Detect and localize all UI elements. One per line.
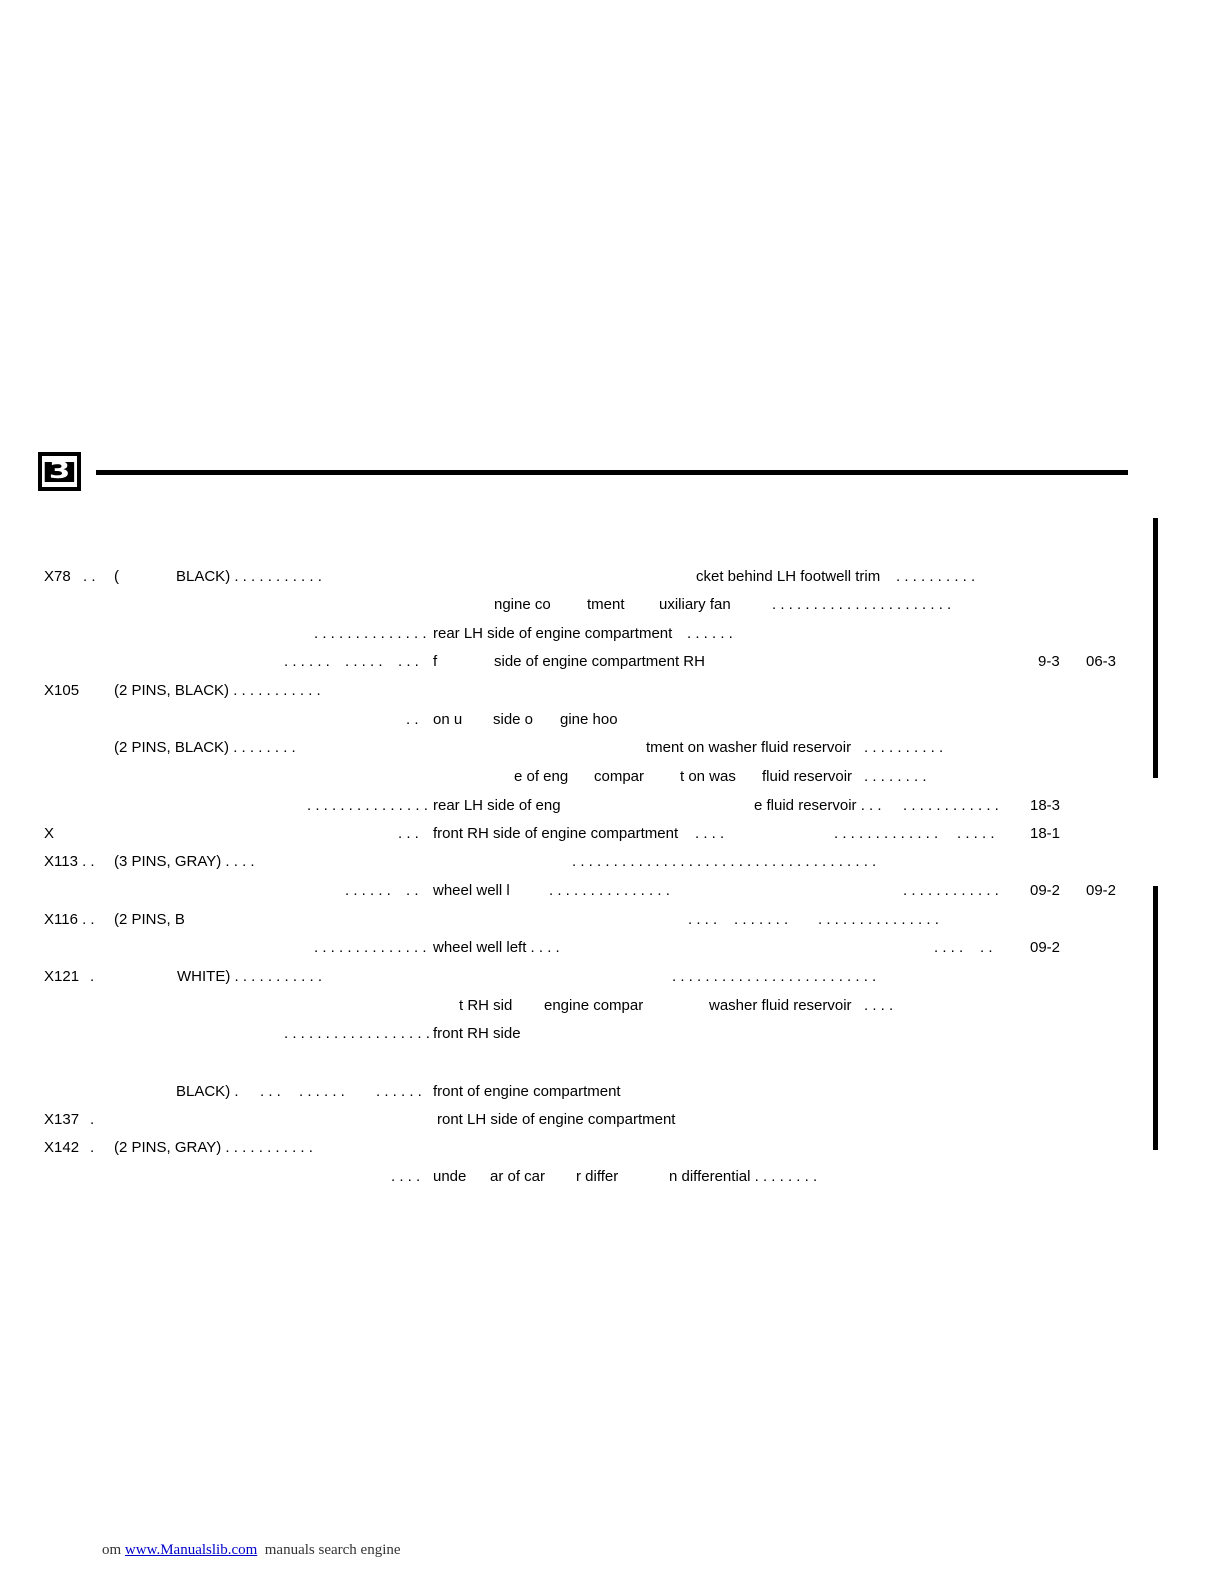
location-text: compar <box>594 768 645 785</box>
table-row <box>0 1110 1224 1130</box>
location-text: rear LH side of eng <box>433 797 561 814</box>
header-rule <box>96 470 1128 475</box>
page-ref: 09-2 <box>1030 882 1061 899</box>
leader-dots: . . . . . . . . . . . . . . . . . . . . . . <box>772 596 952 613</box>
table-row <box>0 624 1224 644</box>
connector-description: (2 PINS, BLACK) . . . . . . . . <box>114 739 296 756</box>
location-text: ar of car <box>490 1168 546 1185</box>
section-number: 3 <box>45 462 75 482</box>
table-row <box>0 567 1224 587</box>
leader-dots: . . . . <box>695 825 725 842</box>
table-row <box>0 767 1224 787</box>
table-row <box>0 710 1224 730</box>
table-row <box>0 967 1224 987</box>
table-row <box>0 824 1224 844</box>
leader-dots: . . . . . . . . . . . . . . . <box>818 911 939 928</box>
location-text: wheel well left . . . . <box>433 939 560 956</box>
connector-id: X78 <box>44 568 71 585</box>
leader-dots: . . . . . . . . . . . . . . . <box>307 797 428 814</box>
location-text: uxiliary fan <box>659 596 731 613</box>
leader-dots: . . . <box>398 653 419 670</box>
leader-dots: . . <box>980 939 993 956</box>
connector-id: X113 . . <box>44 853 95 870</box>
leader-dots: . . . . <box>934 939 964 956</box>
leader-dots: . . . . . . . . . . . . . . <box>314 625 427 642</box>
leader-dots: . . . . . . . . . . . . . . <box>314 939 427 956</box>
table-row <box>0 595 1224 615</box>
location-text: tment <box>587 596 625 613</box>
connector-description: (2 PINS, B <box>114 911 185 928</box>
location-text: wheel well l <box>433 882 510 899</box>
location-text: e fluid reservoir . . . <box>754 797 882 814</box>
leader-dots: . . . . . . . . . . . . . . . . . . . . . . . . . <box>672 968 877 985</box>
leader-dots: . . . . . . . <box>734 911 789 928</box>
leader-dots: . . <box>406 711 419 728</box>
leader-dots: . . . . <box>864 997 894 1014</box>
table-row <box>0 1167 1224 1187</box>
table-row <box>0 796 1224 816</box>
location-text: tment on washer fluid reservoir <box>646 739 852 756</box>
leader-dots: . . . . <box>391 1168 421 1185</box>
leader-dots: . . . <box>398 825 419 842</box>
leader-dots: . . . . . <box>957 825 995 842</box>
table-row <box>0 1082 1224 1102</box>
location-text: rear LH side of engine compartment <box>433 625 673 642</box>
leader-dots: . . . . . . . . . . . . <box>903 797 999 814</box>
location-text: f <box>433 653 438 670</box>
location-text: fluid reservoir <box>762 768 853 785</box>
page-ref: 09-2 <box>1030 939 1061 956</box>
connector-id: X121 <box>44 968 80 985</box>
table-row <box>0 910 1224 930</box>
table-row <box>0 881 1224 901</box>
leader-dots: . . . . . . . . . . <box>864 739 944 756</box>
location-text: front RH side <box>433 1025 521 1042</box>
leader-dots: . <box>90 968 95 985</box>
page-ref: 9-3 <box>1038 653 1060 670</box>
connector-id: X105 <box>44 682 80 699</box>
location-text: unde <box>433 1168 467 1185</box>
table-row <box>0 652 1224 672</box>
leader-dots: . . . <box>260 1083 281 1100</box>
table-row <box>0 852 1224 872</box>
leader-dots: . . . . . . . . . . <box>896 568 976 585</box>
connector-description: (2 PINS, BLACK) . . . . . . . . . . . <box>114 682 321 699</box>
connector-description: (2 PINS, GRAY) . . . . . . . . . . . <box>114 1139 313 1156</box>
leader-dots: . <box>90 1139 95 1156</box>
page-ref: 06-3 <box>1086 653 1117 670</box>
footer-prefix: om <box>102 1542 122 1558</box>
leader-dots: . . . . . . <box>299 1083 345 1100</box>
leader-dots: . . . . . . <box>284 653 330 670</box>
location-text: side of engine compartment RH <box>494 653 705 670</box>
table-row <box>0 738 1224 758</box>
location-text: side o <box>493 711 534 728</box>
location-text: gine hoo <box>560 711 618 728</box>
location-text: cket behind LH footwell trim <box>696 568 881 585</box>
leader-dots: . . . . . . <box>345 882 391 899</box>
table-row <box>0 938 1224 958</box>
footer-watermark <box>102 1542 401 1559</box>
location-text: on u <box>433 711 463 728</box>
manualslib-link[interactable]: www.Manualslib.com <box>124 1542 258 1558</box>
connector-description: BLACK) . <box>176 1083 239 1100</box>
leader-dots: . . <box>406 882 419 899</box>
connector-description: (3 PINS, GRAY) . . . . <box>114 853 255 870</box>
leader-dots: . <box>90 1111 95 1128</box>
leader-dots: . . . . <box>688 911 718 928</box>
leader-dots: . . <box>83 568 96 585</box>
location-text: front of engine compartment <box>433 1083 621 1100</box>
connector-id: X137 <box>44 1111 80 1128</box>
location-text: ngine co <box>494 596 551 613</box>
location-text: r differ <box>576 1168 619 1185</box>
leader-dots: . . . . . . <box>376 1083 422 1100</box>
connector-id: X <box>44 825 55 842</box>
leader-dots: . . . . . . . . <box>864 768 927 785</box>
location-text: t on was <box>680 768 736 785</box>
location-text: n differential . . . . . . . . <box>669 1168 818 1185</box>
leader-dots: . . . . . . . . . . . . . <box>834 825 939 842</box>
table-row <box>0 1138 1224 1158</box>
connector-description: ( <box>114 568 119 585</box>
leader-dots: . . . . . . <box>687 625 733 642</box>
leader-dots: . . . . . . . . . . . . . . . <box>549 882 670 899</box>
leader-dots: . . . . . . . . . . . . <box>903 882 999 899</box>
connector-id: X142 <box>44 1139 80 1156</box>
section-number-badge <box>38 452 81 491</box>
connector-description: WHITE) . . . . . . . . . . . <box>177 968 323 985</box>
location-text: e of eng <box>514 768 569 785</box>
location-text: ront LH side of engine compartment <box>437 1111 676 1128</box>
page-ref: 18-3 <box>1030 797 1061 814</box>
location-text: washer fluid reservoir <box>709 997 852 1014</box>
connector-id: X116 . . <box>44 911 95 928</box>
location-text: engine compar <box>544 997 644 1014</box>
page-ref: 09-2 <box>1086 882 1117 899</box>
location-text: front RH side of engine compartment <box>433 825 679 842</box>
table-row <box>0 681 1224 701</box>
connector-description: BLACK) . . . . . . . . . . . <box>176 568 322 585</box>
leader-dots: . . . . . <box>345 653 383 670</box>
location-text: t RH sid <box>459 997 513 1014</box>
footer-suffix: manuals search engine <box>264 1542 401 1558</box>
page-ref: 18-1 <box>1030 825 1061 842</box>
leader-dots: . . . . . . . . . . . . . . . . . . <box>284 1025 430 1042</box>
table-row <box>0 1024 1224 1044</box>
leader-dots: . . . . . . . . . . . . . . . . . . . . . . . . . . . . . . . . . . . . . <box>572 853 877 870</box>
table-row <box>0 996 1224 1016</box>
